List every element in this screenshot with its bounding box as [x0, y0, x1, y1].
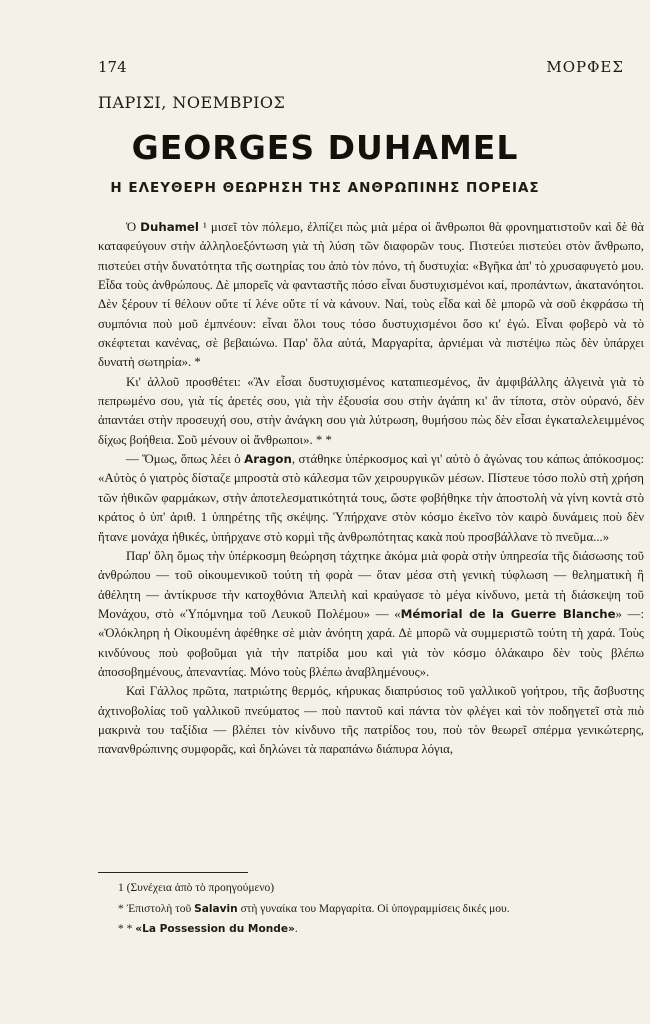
paragraph: Παρ' ὅλη ὅμως τὴν ὑπέρκοσμη θεώρηση τάχτηκε ἀκόμα μιὰ φορὰ στὴν ὑπηρεσία τῆς διάσωσης τοῦ ἀνθρώπου — τοῦ οἰκουμενικοῦ τούτη τὴ φορὰ — ὅταν μέσα στὴ γενικὴ τύφλωση — θεληματικὴ ἢ ἀθέλητη — ἀντίκρυσε τὴν κατοχθόνια Ἀπειλὴ καὶ κραύγασε τὸ μέγα κίνδυνο, μετὰ τὴ διάσκεψη τοῦ Μονάχου, στὸ «Ὑπόμνημα τοῦ Λευκοῦ Πολέμου» — «Mémorial de la Guerre Blanche» —: «Ὁλόκληρη ἡ Οἰκουμένη ἀφέθηκε σὲ μιὰν ἀνόητη χαρά. Δὲ μπορῶ νὰ συμμεριστῶ τούτη τὴ χαρά. Τοὺς κινδύνους ποὺ φοβοῦμαι γιὰ τὴν πατρίδα μου καὶ γιὰ τὸν κόσμο ὁλάκαιρο δὲν τοὺς βλέπω ἀποσοβημένους, ἀπεναντίας. Μόνο τοὺς βλέπω ἀναβλημένους».: [98, 548, 645, 679]
article-body: [98, 218, 644, 760]
footnotes: [98, 880, 644, 942]
article-title: GEORGES DUHAMEL: [131, 128, 519, 167]
paragraph: Καὶ Γάλλος πρῶτα, πατριώτης θερμός, κήρυκας διαπρύσιος τοῦ γαλλικοῦ γοήτρου, τῆς ἄσβυστης ἀχτινοβολίας τοῦ γαλλικοῦ πνεύματος — ποὺ παντοῦ καὶ πάντα τὸν φλέγει καὶ τὸν ποδηγετεῖ στὰ πιὸ μακρινὰ του ταξίδια — βλέπει τὸν κίνδυνο τῆς πατρίδος του, ποὺ τὸν θεωρεῖ σπέρμα γενικώτερης, πανανθρώπινης συμφορᾶς, καὶ δηλώνει τὰ παραπάνω διάπυρα λόγια,: [98, 684, 644, 757]
page-number: 174: [98, 58, 127, 76]
footnote-divider: [98, 872, 248, 873]
footnote: 1 (Συνέχεια ἀπὸ τὸ προηγούμενο): [118, 882, 275, 894]
running-header: ΜΟΡΦΕΣ: [546, 58, 624, 76]
footnote: * Ἐπιστολὴ τοῦ Salavin στὴ γυναίκα του Μαργαρίτα. Οἱ ὑπογραμμίσεις δικές μου.: [118, 902, 510, 915]
paragraph: Ὁ Duhamel ¹ μισεῖ τὸν πόλεμο, ἐλπίζει πὼς μιὰ μέρα οἱ ἄνθρωποι θὰ φρονηματιστοῦν καὶ δὲ θὰ καταφεύγουν στὴν ἀλληλοεξόντωση γιὰ τὴ λύση τῶν διαφορῶν τους. Πιστεύει πιστεύει στὸν ἄνθρωπο, πιστεύει στὴν δυνατότητα τῆς σωτηρίας του ἀπὸ τὸν πόνο, τὴ δυστυχία: «Βγῆκα ἀπ' τὸ χρυσαφυγετὸ μου. Εἶδα τοὺς ἀνθρώπους. Δὲ μπορεῖς νὰ φανταστῆς πόσο εἶναι δυστυχισμένοι καί, προπάντων, ἀκατανόητοι. Δὲν ξέρουν τί θέλουν οὔτε τί λένε οὔτε τί νὰ κάνουν. Ναί, τοὺς εἶδα καὶ δὲ μπορῶ νὰ σοῦ ἐκφράσω τὴ συμπόνια ποὺ μοῦ ἐμπνέουν: εἶναι ὅλοι τους τόσο δυστυχισμένοι ὅσο κι' ἐγώ. Εἶναι φοβερὸ νὰ τὸ σκέφτεται κανένας, σὲ βεβαιώνω. Παρ' ὅλα αὐτά, Μαργαρίτα, ἀρνιέμαι νὰ πιστέψω πὼς δὲν ὑπάρχει δυνατὴ σωτηρία». *: [98, 220, 644, 370]
article-subtitle: Η ΕΛΕΥΘΕΡΗ ΘΕΩΡΗΣΗ ΤΗΣ ΑΝΘΡΩΠΙΝΗΣ ΠΟΡΕΙΑΣ: [110, 180, 540, 196]
paragraph: Κι' ἀλλοῦ προσθέτει: «Ἂν εἶσαι δυστυχισμένος καταπιεσμένος, ἂν ἀμφιβάλλης ἀλγεινὰ γιὰ τὸ πεπρωμένο σου, γιὰ τίς ἀρετές σου, γιὰ τὴν ἐξουσία σου στὴν ἀγάπη κι' ἂν τίποτα, στὸν οὐρανό, δὲν ἀπαντάει στὴν προσευχή σου, στὴν ἀνάγκη σου γιὰ λύτρωση, θυμήσου πὼς δὲν εἶσαι ἐγκαταλελειμμένος δίχως βοήθεια. Σοῦ μένουν οἱ ἄνθρωποι». * *: [98, 374, 644, 447]
dateline: ΠΑΡΙΣΙ, ΝΟΕΜΒΡΙΟΣ: [98, 93, 286, 112]
footnote: * * «La Possession du Monde».: [118, 923, 298, 935]
paragraph: — Ὅμως, ὅπως λέει ὁ Aragon, στάθηκε ὑπέρκοσμος καὶ γι' αὐτὸ ὁ ἀγώνας του κάπως ἀπόκοσμος: «Αὐτὸς ὁ γιατρὸς δίσταζε μπροστὰ στὸ κάλεσμα τῶν χειρουργικῶν μέσων. Πίστευε τόσο πολὺ στὴ χρήση τῶν ἠθικῶν φαρμάκων, στὴν ἀποτελεσματικότητά τους, ὥστε φοβήθηκε τὴν ἀποστολὴ νὰ γίνη κοντὰ στὸ κράτος ὁ ὑπ' ἀριθ. 1 ὑπηρέτης τῆς σκέψης. Ὑπήρχανε στὸν κόσμο ἐκεῖνο τὸν καιρὸ δυνάμεις ποὺ δὲν ἤτανε μονάχα ἠθικές, ὑπήρχανε στὸ κορμὶ τῆς ἀνθρωπότητας κακὰ ποὺ προσβάλλανε τὸ πνεῦμα...»: [98, 452, 644, 544]
